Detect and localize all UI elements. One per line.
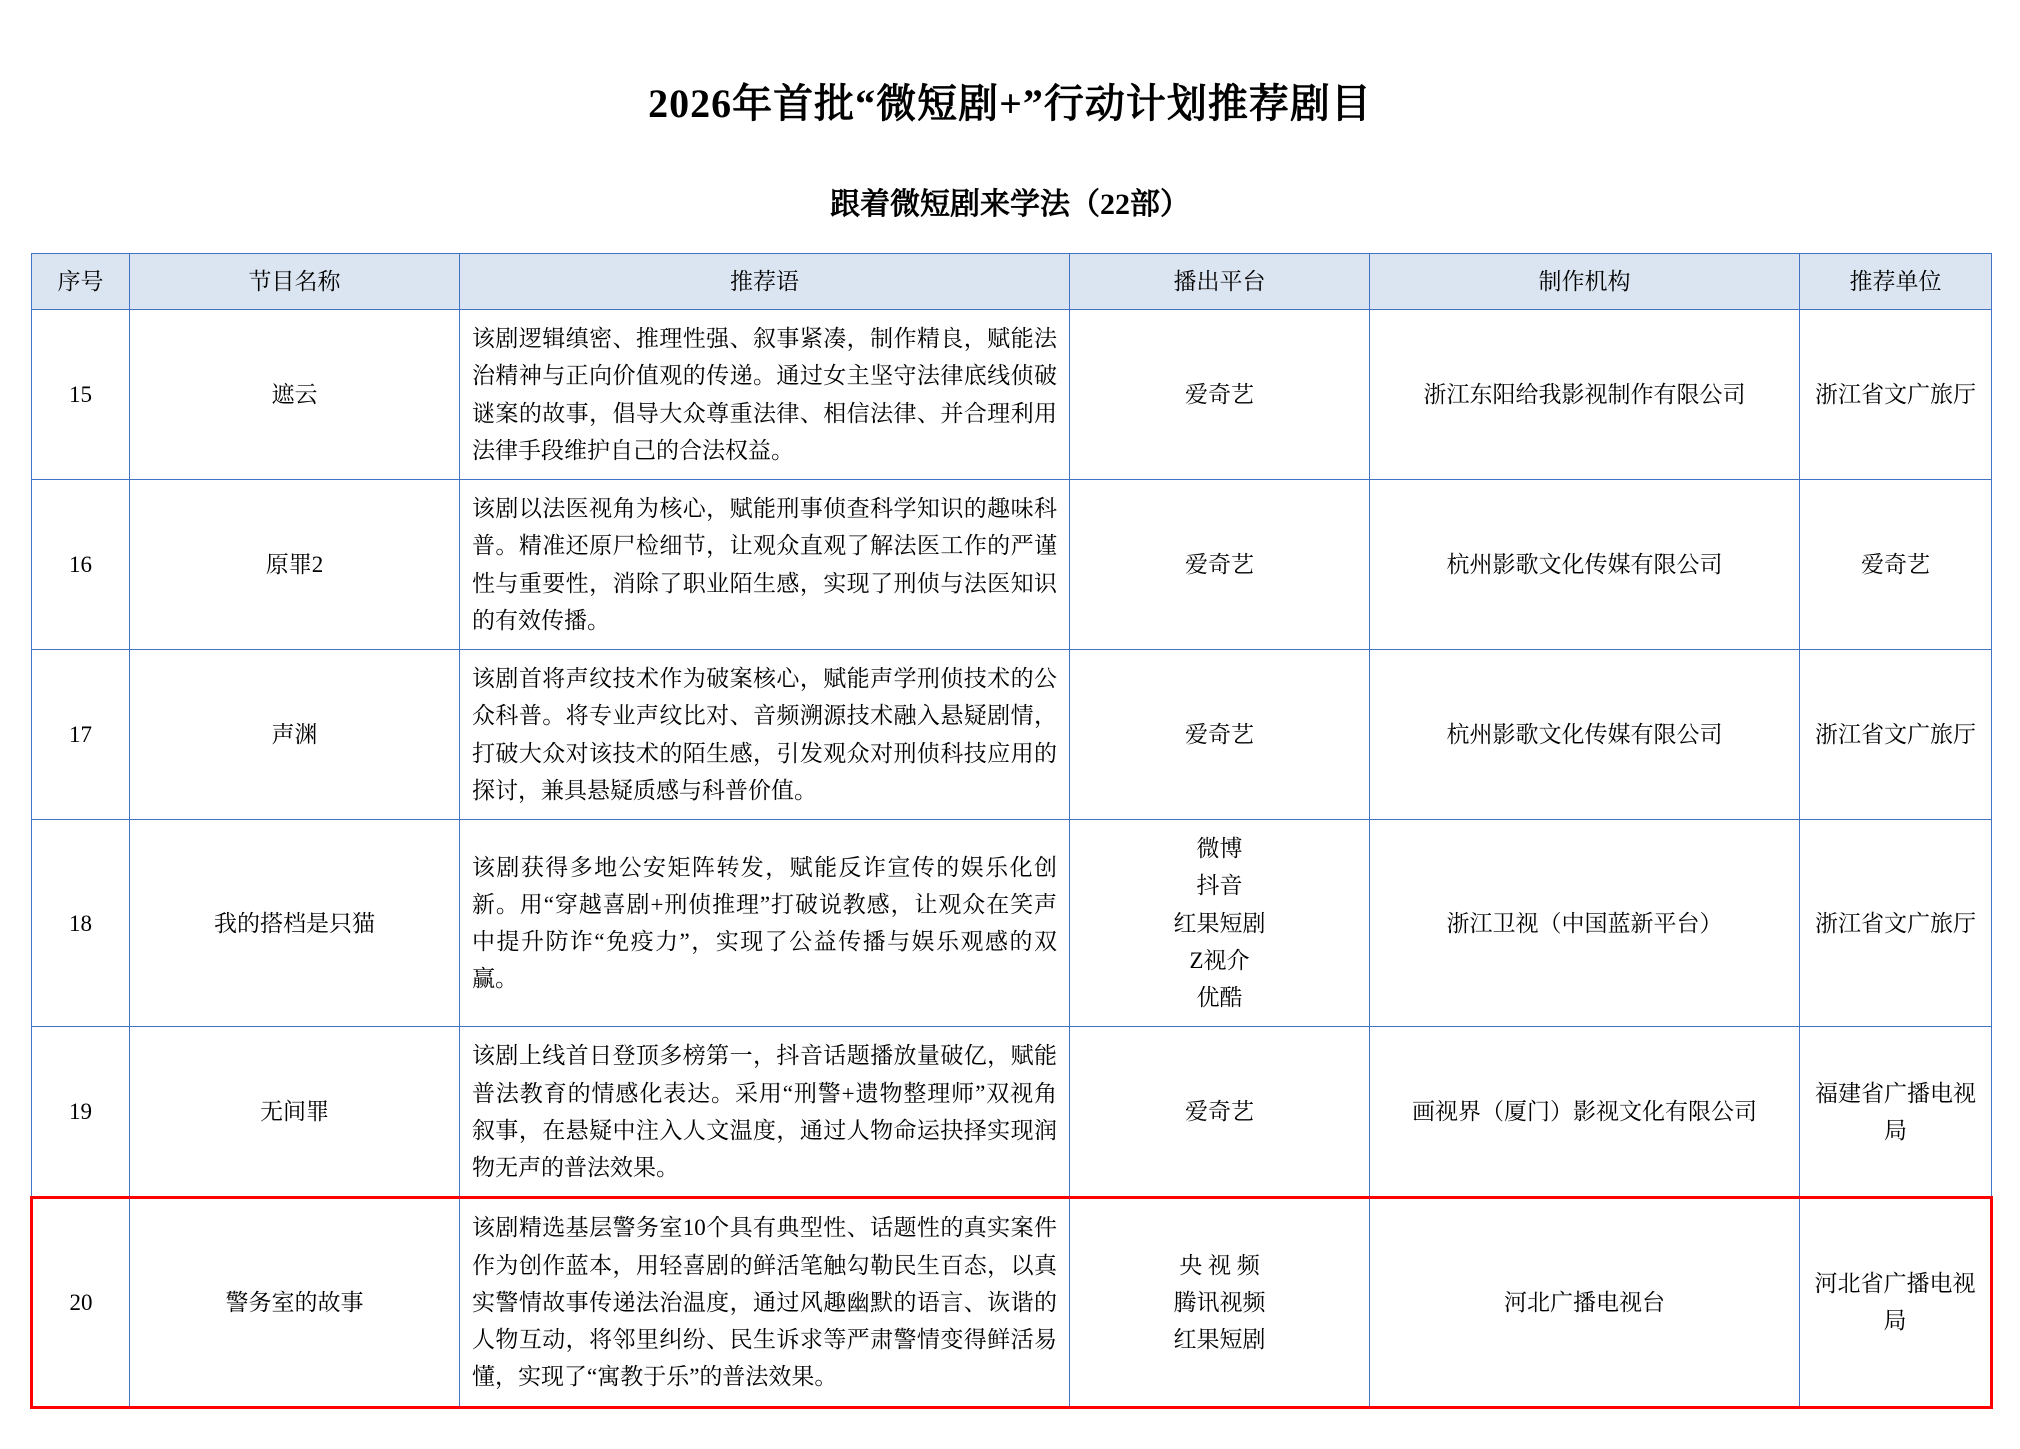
cell-seq: 15 [32,310,130,480]
cell-description: 该剧首将声纹技术作为破案核心，赋能声学刑侦技术的公众科普。将专业声纹比对、音频溯源技术融入悬疑剧情，打破大众对该技术的陌生感，引发观众对刑侦科技应用的探讨，兼具悬疑质感与科普价值。 [460,650,1070,820]
cell-seq: 17 [32,650,130,820]
cell-platform [1070,480,1370,650]
cell-platform [1070,1027,1370,1198]
cell-recommender: 爱奇艺 [1800,480,1992,650]
cell-description: 该剧上线首日登顶多榜第一，抖音话题播放量破亿，赋能普法教育的情感化表达。采用“刑警+遗物整理师”双视角叙事，在悬疑中注入人文温度，通过人物命运抉择实现润物无声的普法效果。 [460,1027,1070,1198]
platform-name: 爱奇艺 [1185,381,1254,407]
cell-platform [1070,650,1370,820]
platform-name: 红果短剧 [1173,1327,1266,1352]
platform-name: 红果短剧 [1173,910,1266,936]
table-body [32,310,1992,1408]
cell-description: 该剧获得多地公安矩阵转发，赋能反诈宣传的娱乐化创新。用“穿越喜剧+刑侦推理”打破说教感，让观众在笑声中提升防诈“免疫力”，实现了公益传播与娱乐观感的双赢。 [460,820,1070,1027]
platform-name: 优酷 [1196,985,1243,1010]
cell-recommender: 河北省广播电视局 [1800,1198,1992,1407]
cell-program-title: 警务室的故事 [130,1198,460,1407]
cell-producer: 画视界（厦门）影视文化有限公司 [1370,1027,1800,1198]
document-page [0,72,2020,1449]
cell-platform [1070,1198,1370,1407]
table-container [0,253,2020,1409]
platform-name: 爱奇艺 [1185,1099,1254,1125]
cell-producer: 杭州影歌文化传媒有限公司 [1370,650,1800,820]
table-row [32,1027,1992,1198]
platform-name: 腾讯视频 [1173,1289,1266,1315]
table-row [32,1198,1992,1407]
cell-seq: 19 [32,1027,130,1198]
cell-producer: 杭州影歌文化传媒有限公司 [1370,480,1800,650]
platform-name: 微博 [1196,836,1243,861]
column-header-platform: 播出平台 [1070,254,1370,310]
platform-name: 央 视 频 [1179,1252,1260,1278]
table-header [32,254,1992,310]
page-title: 2026年首批“微短剧+”行动计划推荐剧目 [648,81,1372,126]
cell-seq: 18 [32,820,130,1027]
cell-seq: 16 [32,480,130,650]
table-row [32,480,1992,650]
cell-platform [1070,820,1370,1027]
cell-program-title: 遮云 [130,310,460,480]
cell-description: 该剧逻辑缜密、推理性强、叙事紧凑，制作精良，赋能法治精神与正向价值观的传递。通过女主坚守法律底线侦破谜案的故事，倡导大众尊重法律、相信法律、并合理利用法律手段维护自己的合法权益。 [460,310,1070,480]
platform-name: 爱奇艺 [1185,721,1254,747]
table-header-row [32,254,1992,310]
platform-name: 抖音 [1196,873,1243,899]
platform-name: 爱奇艺 [1185,551,1254,577]
cell-producer: 浙江卫视（中国蓝新平台） [1370,820,1800,1027]
cell-program-title: 原罪2 [130,480,460,650]
cell-description: 该剧精选基层警务室10个具有典型性、话题性的真实案件作为创作蓝本，用轻喜剧的鲜活笔触勾勒民生百态，以真实警情故事传递法治温度，通过风趣幽默的语言、诙谐的人物互动，将邻里纠纷、民生诉求等严肃警情变得鲜活易懂，实现了“寓教于乐”的普法效果。 [460,1198,1070,1407]
column-header-producer: 制作机构 [1370,254,1800,310]
cell-recommender: 福建省广播电视局 [1800,1027,1992,1198]
column-header-seq: 序号 [32,254,130,310]
cell-producer: 河北广播电视台 [1370,1198,1800,1407]
cell-platform [1070,310,1370,480]
column-header-description: 推荐语 [460,254,1070,310]
cell-recommender: 浙江省文广旅厅 [1800,310,1992,480]
column-header-recommender: 推荐单位 [1800,254,1992,310]
column-header-title: 节目名称 [130,254,460,310]
page-subtitle: 跟着微短剧来学法（22部） [830,188,1190,221]
cell-program-title: 无间罪 [130,1027,460,1198]
cell-seq: 20 [32,1198,130,1407]
cell-program-title: 我的搭档是只猫 [130,820,460,1027]
table-row [32,820,1992,1027]
table-row [32,650,1992,820]
cell-recommender: 浙江省文广旅厅 [1800,820,1992,1027]
recommended-programs-table [30,253,1993,1409]
platform-name: Z视介 [1189,947,1250,973]
table-row [32,310,1992,480]
cell-recommender: 浙江省文广旅厅 [1800,650,1992,820]
cell-program-title: 声渊 [130,650,460,820]
cell-producer: 浙江东阳给我影视制作有限公司 [1370,310,1800,480]
cell-description: 该剧以法医视角为核心，赋能刑事侦查科学知识的趣味科普。精准还原尸检细节，让观众直观了解法医工作的严谨性与重要性，消除了职业陌生感，实现了刑侦与法医知识的有效传播。 [460,480,1070,650]
